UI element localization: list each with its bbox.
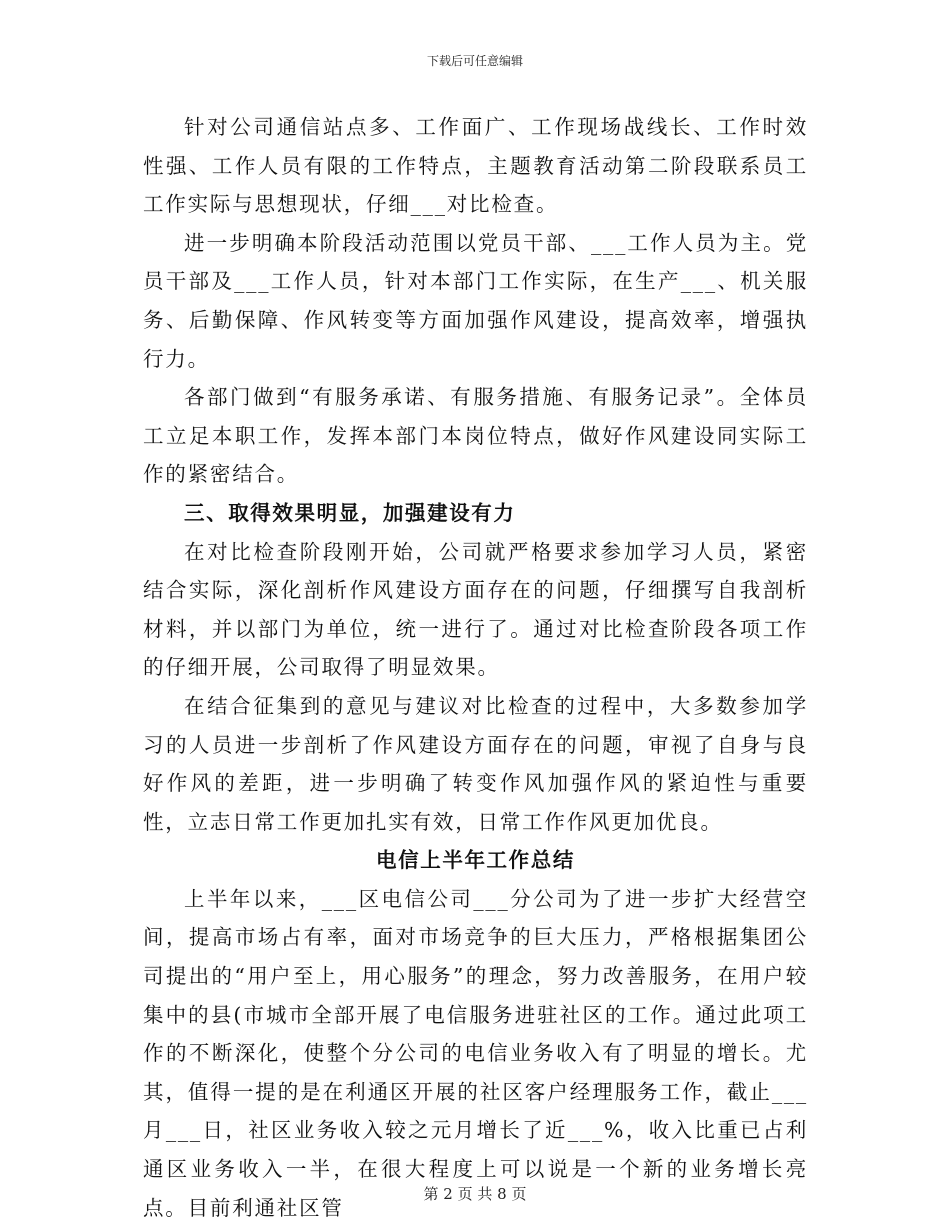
document-title: 电信上半年工作总结: [376, 848, 575, 873]
paragraph-5: 在结合征集到的意见与建议对比检查的过程中，大多数参加学习的人员进一步剖析了作风建设方面存在的问题，审视了自身与良好作风的差距，进一步明确了转变作风加强作风的紧迫性与重要性，立志日常工作更加扎实有效，日常工作作风更加优良。: [143, 693, 808, 834]
document-body: [143, 108, 808, 1227]
paragraph-4: 在对比检查阶段刚开始，公司就严格要求参加学习人员，紧密结合实际，深化剖析作风建设方面存在的问题，仔细撰写自我剖析材料，并以部门为单位，统一进行了。通过对比检查阶段各项工作的仔细开展，公司取得了明显效果。: [143, 539, 808, 680]
paragraph-3: 各部门做到“有服务承诺、有服务措施、有服务记录”。全体员工立足本职工作，发挥本部门本岗位特点，做好作风建设同实际工作的紧密结合。: [143, 385, 808, 487]
paragraph-2: 进一步明确本阶段活动范围以党员干部、___工作人员为主。党员干部及___工作人员，针对本部门工作实际，在生产___、机关服务、后勤保障、作风转变等方面加强作风建设，提高效率，增强执行力。: [143, 230, 808, 371]
paragraph-6: 上半年以来，___区电信公司___分公司为了进一步扩大经营空间，提高市场占有率，面对市场竞争的巨大压力，严格根据集团公司提出的“用户至上，用心服务”的理念，努力改善服务，在用户较集中的县(市城市全部开展了电信服务进驻社区的工作。通过此项工作的不断深化，使整个分公司的电信业务收入有了明显的增长。尤其，值得一提的是在利通区开展的社区客户经理服务工作，截止___月___日，社区业务收入较之元月增长了近___%，收入比重已占利通区业务收入一半，在很大程度上可以说是一个新的业务增长亮点。目前利通社区管: [143, 886, 808, 1220]
section-heading-3: 三、取得效果明显，加强建设有力: [184, 500, 516, 525]
paragraph-1: 针对公司通信站点多、工作面广、工作现场战线长、工作时效性强、工作人员有限的工作特点，主题教育活动第二阶段联系员工工作实际与思想现状，仔细___对比检查。: [143, 115, 808, 217]
page-header: 下载后可任意编辑: [426, 54, 523, 68]
page-footer: 第 2 页 共 8 页: [423, 1185, 527, 1203]
